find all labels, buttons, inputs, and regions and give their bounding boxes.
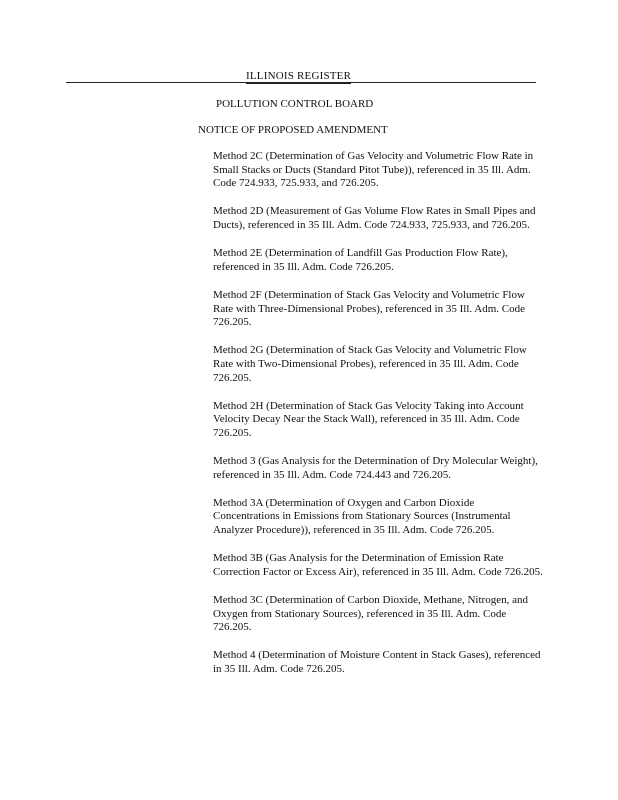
board-title: POLLUTION CONTROL BOARD [216,98,374,110]
method-entry: Method 3B (Gas Analysis for the Determination of Emission Rate Correction Factor or Excess Air), referenced in 35 Ill. Adm. Code 726.205. [213,552,543,578]
method-entry: Method 2G (Determination of Stack Gas Velocity and Volumetric Flow Rate with Two-Dimensional Probes), referenced in 35 Ill. Adm. Code 726.205. [213,344,527,384]
notice-title: NOTICE OF PROPOSED AMENDMENT [198,124,388,136]
method-entry: Method 3A (Determination of Oxygen and Carbon Dioxide Concentrations in Emissions from Stationary Sources (Instrumental Analyzer Procedure)), referenced in 35 Ill. Adm. Code 726.205. [213,496,511,537]
method-list [213,150,543,691]
method-entry: Method 2E (Determination of Landfill Gas Production Flow Rate), referenced in 35 Ill. Adm. Code 726.205. [213,247,508,273]
method-entry: Method 2C (Determination of Gas Velocity and Volumetric Flow Rate in Small Stacks or Ducts (Standard Pitot Tube)), referenced in 35 Ill. Adm. Code 724.933, 725.933, and 726.205. [213,150,534,190]
register-title: ILLINOIS REGISTER [246,70,352,82]
method-entry: Method 4 (Determination of Moisture Content in Stack Gases), referenced in 35 Ill. Adm. Code 726.205. [213,649,541,675]
method-entry: Method 2D (Measurement of Gas Volume Flow Rates in Small Pipes and Ducts), referenced in 35 Ill. Adm. Code 724.933, 725.933, and 726.205. [213,205,536,231]
method-entry: Method 2F (Determination of Stack Gas Velocity and Volumetric Flow Rate with Three-Dimensional Probes), referenced in 35 Ill. Adm. Code 726.205. [213,288,525,329]
method-entry: Method 3 (Gas Analysis for the Determination of Dry Molecular Weight), referenced in 35 Ill. Adm. Code 724.443 and 726.205. [213,455,538,481]
method-entry: Method 3C (Determination of Carbon Dioxide, Methane, Nitrogen, and Oxygen from Stationary Sources), referenced in 35 Ill. Adm. Code 726.205. [213,594,528,634]
method-entry: Method 2H (Determination of Stack Gas Velocity Taking into Account Velocity Decay Near the Stack Wall), referenced in 35 Ill. Adm. Code 726.205. [213,399,524,439]
